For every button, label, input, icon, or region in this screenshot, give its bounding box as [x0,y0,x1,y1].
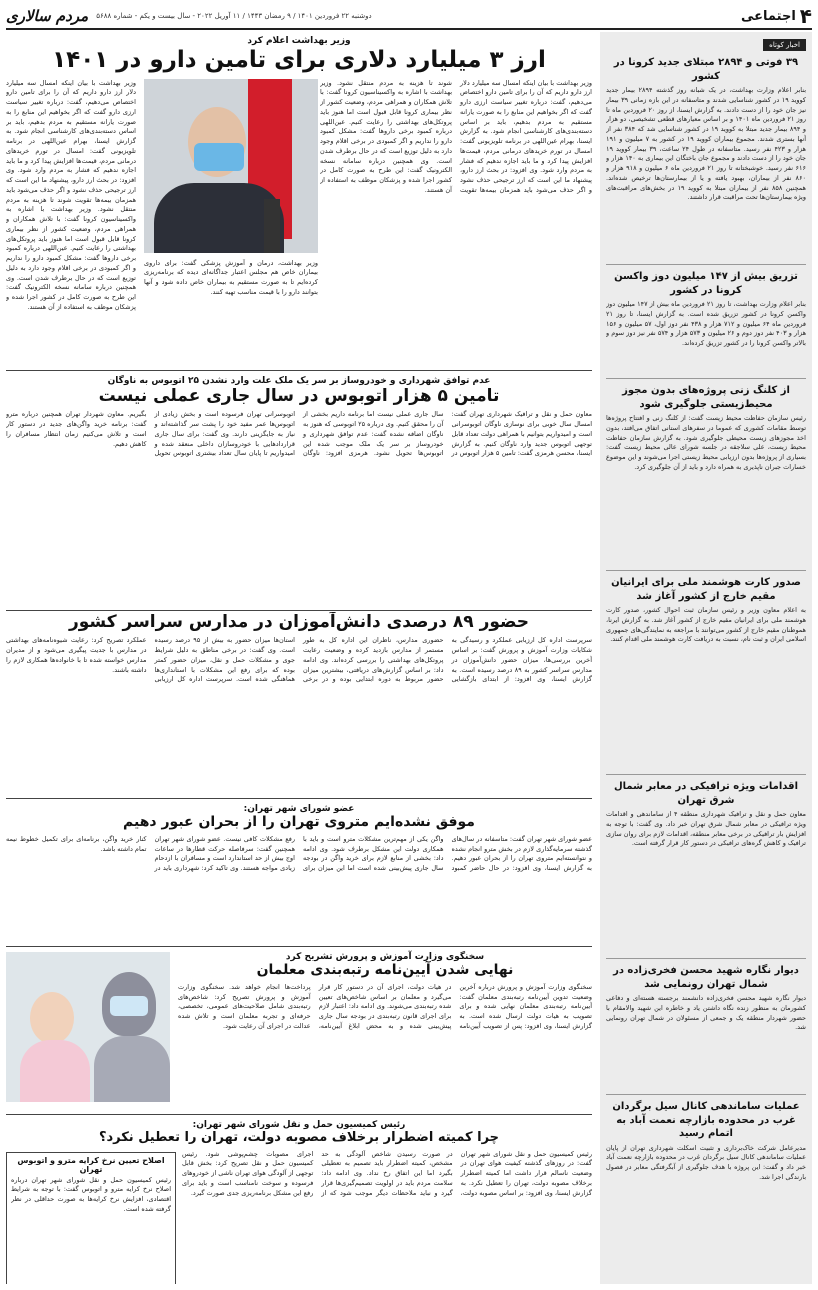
brief-body: دیوار نگاره شهید محسن فخری‌زاده دانشمند برجسته هسته‌ای و دفاعی کشورمان به منظور زنده نگاه داشتن یاد و خاطره این شهید والامقام با حضور شهردار منطقه یک و جمعی از مسئولان در شمال تهران رونمایی شد. [606,994,806,1032]
brief-title: ۳۹ فوتی و ۲۸۹۴ مبتلای جدید کرونا در کشور [613,57,799,82]
microphone-shape [264,199,280,253]
bus-body: معاون حمل و نقل و ترافیک شهرداری تهران گفت: امسال سال خوبی برای نوسازی ناوگان اتوبوسرانی است و امیدواریم بتوانیم با همراهی دولت تعداد قابل توجهی اتوبوس جدید وارد ناوگان کنیم. به گزارش ایسنا، محسن هرمزی گفت: تامین ۵ هزار اتوبوس در سال جاری عملی نیست اما برنامه داریم بخشی از آن را محقق کنیم. وی درباره ۲۵ اتوبوسی که هنوز به ناوگان اضافه نشده گفت: عدم توافق شهرداری و خودروساز بر سر یک ملک موجب شده این اتوبوس‌ها تحویل نشود. هرمزی افزود: ناوگان اتوبوسرانی تهران فرسوده است و بخش زیادی از اتوبوس‌ها عمر مفید خود را پشت سر گذاشته‌اند و نیاز به جایگزینی دارند. وی گفت: برای سال جاری قراردادهایی با خودروسازان داخلی منعقد شده و امیدواریم تا پایان سال تعداد بیشتری اتوبوس تحویل بگیریم. معاون شهردار تهران همچنین درباره مترو گفت: برنامه خرید واگن‌های جدید در دستور کار است و تلاش می‌کنیم زمان انتظار مسافران را کاهش دهیم. [6,410,592,458]
teachers-article [6,948,592,1108]
fare-box-body: رئیس کمیسیون حمل و نقل شورای شهر تهران درباره اصلاح نرخ کرایه مترو و اتوبوس گفت: با توجه به شرایط اقتصادی، افزایش نرخ کرایه‌ها به صورت حداقلی در نظر گرفته شده است. [11,1175,171,1213]
divider [6,798,592,799]
brief-item [606,379,806,565]
brief-title: دیوار نگاره شهید محسن فخری‌زاده در شمال تهران رونمایی شد [613,965,799,990]
council-body: عضو شورای شهر تهران گفت: متاسفانه در سال‌های گذشته سرمایه‌گذاری لازم در بخش مترو انجام نشده و نتوانسته‌ایم متروی تهران را از بحران عبور دهیم. به گزارش ایسنا، وی افزود: در حال حاضر کمبود واگن یکی از مهم‌ترین مشکلات مترو است و باید با همکاری دولت این مشکل برطرف شود. وی ادامه داد: بخشی از منابع لازم برای خرید واگن در بودجه سال جاری پیش‌بینی شده است اما این میزان برای رفع مشکلات کافی نیست. عضو شورای شهر تهران همچنین گفت: سرفاصله حرکت قطارها در ساعات اوج بیش از حد استاندارد است و مسافران با ازدحام زیادی مواجه هستند. وی تاکید کرد: شهرداری باید در کنار خرید واگن، برنامه‌ای برای تکمیل خطوط نیمه تمام داشته باشد. [6,834,592,873]
bus-headline: تامین ۵ هزار اتوبوس در سال جاری عملی نیست [98,386,500,406]
divider [6,1114,592,1115]
brief-body: معاون حمل و نقل و ترافیک شهرداری منطقه ۴ از ساماندهی و اقدامات ویژه ترافیکی در معابر شمال شرق تهران خبر داد. وی گفت: با توجه به افزایش بار ترافیکی در برخی معابر منطقه، اقدامات لازم برای روان سازی ترافیک و کاهش گره‌های ترافیکی در دستور کار قرار گرفته است. [606,810,806,848]
brief-body: بنابر اعلام وزارت بهداشت، تا روز ۲۱ فروردین ماه بیش از ۱۴۷ میلیون دوز واکسن کرونا در کشور تزریق شده است. به گزارش ایسنا، تا روز ۲۱ فروردین ماه ۶۴ میلیون و ۷۱۲ هزار و ۴۳۸ نفر دوز اول، ۵۷ میلیون و ۱۵۶ هزار و ۴۰۳ نفر دوز دوم و ۲۶ میلیون و ۵۷۳ هزار و ۵۷۴ نفر نیز دوز سوم و بالاتر واکسن کرونا را در کشور تزریق کرده‌اند. [606,300,806,347]
brief-item [606,959,806,1089]
council-headline: موفق نشده‌ایم متروی تهران را از بحران عبور دهیم [123,814,475,830]
main-content [6,32,592,1284]
teachers-kicker: سخنگوی وزارت آموزش و پرورش تشریح کرد [285,952,485,962]
brief-item [606,51,806,259]
teacher-body-shape [94,1036,170,1102]
divider [6,370,592,371]
transport-body: رئیس کمیسیون حمل و نقل شورای شهر تهران گفت: در روزهای گذشته کیفیت هوای تهران در وضعیت ناسالم قرار داشت اما کمیته اضطرار برخلاف مصوبه دولت، تهران را تعطیل نکرد. به گزارش ایسنا، وی افزود: بر اساس مصوبه دولت، در صورت رسیدن شاخص آلودگی به حد مشخص، کمیته اضطرار باید تصمیم به تعطیلی بگیرد اما این اتفاق رخ نداد. وی ادامه داد: سلامت مردم باید در اولویت تصمیم‌گیری‌ها قرار گیرد و نباید ملاحظات دیگر موجب شود که از اجرای مصوبات چشم‌پوشی شود. رئیس کمیسیون حمل و نقل تصریح کرد: بخش قابل توجهی از آلودگی هوای تهران ناشی از خودروهای فرسوده و سوخت نامناسب است و باید برای رفع این مشکل برنامه‌ریزی جدی صورت گیرد. [182,1149,592,1197]
news-briefs-sidebar [600,32,812,1284]
schools-headline: حضور ۸۹ درصدی دانش‌آموزان در مدارس سراسر کشور [68,612,530,632]
schools-article [6,612,592,792]
divider [6,946,592,947]
schools-body: سرپرست اداره کل ارزیابی عملکرد و رسیدگی به شکایات وزارت آموزش و پرورش گفت: بر اساس آخرین بررسی‌ها، میزان حضور دانش‌آموزان در مدارس سراسر کشور به ۸۹ درصد رسیده است. به گزارش ایسنا، وی افزود: از ابتدای بازگشایی حضوری مدارس، ناظران این اداره کل به طور مستمر از مدارس بازدید کرده و وضعیت رعایت پروتکل‌های بهداشتی را بررسی کرده‌اند. وی ادامه داد: بر اساس گزارش‌های دریافتی، بیشترین میزان حضور مربوط به دوره ابتدایی بوده و در برخی استان‌ها میزان حضور به بیش از ۹۵ درصد رسیده است. وی گفت: در برخی مناطق به دلیل شرایط جوی و مشکلات حمل و نقل، میزان حضور کمتر بوده که برای رفع این مشکلات با استانداری‌ها هماهنگی شده است. سرپرست اداره کل ارزیابی عملکرد تصریح کرد: رعایت شیوه‌نامه‌های بهداشتی در مدارس با جدیت پیگیری می‌شود و از مدیران مدارس خواسته شده تا با خانواده‌ها همکاری لازم را داشته باشند. [6,636,592,684]
sidebar-label: اخبار کوتاه [763,39,806,51]
brief-item [606,775,806,953]
brief-title: تزریق بیش از ۱۴۷ میلیون دوز واکسن کرونا در کشور [614,271,798,296]
brief-title: صدور کارت هوشمند ملی برای ایرانیان مقیم خارج از کشور آغاز شد [611,577,801,602]
bus-article [6,372,592,602]
council-article [6,800,592,940]
bus-kicker: عدم توافق شهرداری و خودروساز بر سر یک ملک علت وارد نشدن ۲۵ اتوبوس به ناوگان [107,376,491,386]
section-header [741,4,812,28]
teachers-headline: نهایی شدن آیین‌نامه رتبه‌بندی معلمان [256,962,514,978]
masthead [6,4,812,30]
brief-body: رئیس سازمان حفاظت محیط زیست گفت: از کلنگ زنی و افتتاح پروژه‌ها توسط مقامات کشوری که عموما در سفرهای استانی اتفاق می‌افتد، بدون اخذ مجوزهای زیست محیطی جلوگیری شود. به گزارش سازمان حفاظت محیط زیست، علی سلاجقه در جلسه شورای عالی محیط زیست گفت: بسیاری از پروژه‌ها بدون ارزیابی محیط زیستی اجرا می‌شوند و این موضوع خسارات جبران ناپذیری به همراه دارد و باید از آن جلوگیری کرد. [606,414,806,471]
divider [6,610,592,611]
transport-article [6,1116,592,1284]
lead-body: وزیر بهداشت با بیان اینکه امسال سه میلیارد دلار ارز دارو داریم که آن را برای تامین دارو اختصاص می‌دهیم، گفت: درباره تغییر سیاست ارزی دارو گفت که اگر بخواهیم این منابع را به صورت یارانه مستقیم به مردم بدهیم، باید بر اساس دسته‌بندی‌های کارشناسی انجام شود. به گزارش ایسنا، بهرام عین‌اللهی در برنامه تلویزیونی گفت: امسال در تورم خریدهای درمانی مردم، قیمت‌ها افزایش پیدا کرد و ما باید اجازه ندهیم که فشار به مردم وارد شود. وی افزود: در بحث ارز دارو، پیشنهاد ما این است که ارز ترجیحی حذف نشود و اگر حذف می‌شود باید همزمان بیمه‌ها تقویت شوند تا هزینه به مردم منتقل نشود. وزیر بهداشت با اشاره به واکسیناسیون کرونا گفت: با تلاش همکاران و همراهی مردم، وضعیت کشور از نظر بیماری کرونا قابل قبول است اما هنوز باید پروتکل‌های بهداشتی را رعایت کنیم. عین‌اللهی درباره کمبود برخی داروها گفت: مشکل کمبود دارو را نداریم و اگر کمبودی در برخی اقلام وجود دارد به دلیل توزیع است که در حال برطرف شدن است. وی همچنین درباره سامانه نسخه الکترونیک گفت: این طرح به صورت کامل در کشور اجرا شده و پزشکان موظف به استفاده از آن هستند. [320,78,592,194]
transport-headline: چرا کمیته اضطرار برخلاف مصوبه دولت، تهران را تعطیل نکرد؟ [98,1130,500,1145]
lead-body-continued: وزیر بهداشت با بیان اینکه امسال سه میلیارد دلار ارز دارو داریم که آن را برای تامین دارو اختصاص می‌دهیم، گفت: درباره تغییر سیاست ارزی دارو گفت که اگر بخواهیم این منابع را به صورت یارانه مستقیم به مردم بدهیم، باید بر اساس دسته‌بندی‌های کارشناسی انجام شود. به گزارش ایسنا، بهرام عین‌اللهی در برنامه تلویزیونی گفت: امسال در تورم خریدهای درمانی مردم، قیمت‌ها افزایش پیدا کرد و ما باید اجازه ندهیم که فشار به مردم وارد شود. وی افزود: در بحث ارز دارو، پیشنهاد ما این است که ارز ترجیحی حذف نشود و اگر حذف می‌شود باید همزمان بیمه‌ها تقویت شوند تا هزینه به مردم منتقل نشود. وزیر بهداشت با اشاره به واکسیناسیون کرونا گفت: با تلاش همکاران و همراهی مردم، وضعیت کشور از نظر بیماری کرونا قابل قبول است اما هنوز باید پروتکل‌های بهداشتی را رعایت کنیم. عین‌اللهی درباره کمبود برخی داروها گفت: مشکل کمبود دارو را نداریم و اگر کمبودی در برخی اقلام وجود دارد به دلیل توزیع است که در حال برطرف شدن است. وی همچنین درباره سامانه نسخه الکترونیک گفت: این طرح به صورت کامل در کشور اجرا شده و پزشکان موظف به استفاده از آن هستند. [6,78,136,311]
section-number: ۴ [799,4,812,28]
lead-article [6,32,592,364]
newspaper-logo: مردم سالاری [6,7,89,25]
child-body-shape [20,1040,90,1102]
brief-item [606,265,806,373]
photo-caption: وزیر بهداشت، درمان و آموزش پزشکی گفت: برای داروی بیماران خاص هم مجلس اعتبار جداگانه‌ای دیده که برنامه‌ریزی کرده‌ایم تا به صورت مستقیم به بیماران خاص داده شود و آنها بتوانند دارو را با قیمت مناسب تهیه کنند. [144,258,318,296]
fare-box-title: اصلاح تعیین نرخ کرایه مترو و اتوبوس تهران [17,1155,165,1174]
teachers-body: سخنگوی وزارت آموزش و پرورش درباره آخرین وضعیت تدوین آیین‌نامه رتبه‌بندی معلمان گفت: آیین‌نامه رتبه‌بندی معلمان نهایی شده و برای تصویب به هیات دولت ارسال شده است. به گزارش ایسنا، وی افزود: پس از تصویب آیین‌نامه در هیات دولت، اجرای آن در دستور کار قرار می‌گیرد و معلمان بر اساس شاخص‌های تعیین شده رتبه‌بندی می‌شوند. وی ادامه داد: اعتبار لازم برای اجرای قانون رتبه‌بندی در بودجه سال جاری پیش‌بینی شده و به محض ابلاغ آیین‌نامه، پرداخت‌ها انجام خواهد شد. سخنگوی وزارت آموزش و پرورش تصریح کرد: شاخص‌های رتبه‌بندی شامل صلاحیت‌های عمومی، تخصصی، حرفه‌ای و تجربه معلمان است و تلاش شده عدالت در اجرای آن رعایت شود. [178,982,592,1030]
teacher-mask-shape [110,996,148,1016]
masthead-left [6,7,372,25]
brief-item [606,571,806,769]
section-name: اجتماعی [741,8,796,24]
transport-kicker: رئیس کمیسیون حمل و نقل شورای شهر تهران: [192,1120,406,1130]
brief-body: به اعلام معاون وزیر و رئیس سازمان ثبت احوال کشور، صدور کارت هوشمند ملی برای ایرانیان مقیم خارج از کشور آغاز شد. به گزارش ایرنا، هموطنان مقیم خارج از کشور می‌توانند با مراجعه به نمایندگی‌های جمهوری اسلامی ایران و ثبت نام، نسبت به دریافت کارت هوشمند ملی اقدام کنند. [606,606,806,644]
date-line: دوشنبه ۲۲ فروردین ۱۴۰۱ / ۹ رمضان ۱۴۴۳ / ۱۱ آوریل ۲۰۲۲ - سال بیست و یکم - شماره ۵۶۸۸ [96,12,372,20]
brief-title: اقدامات ویژه ترافیکی در معابر شمال شرق تهران [613,781,799,806]
brief-body: بنابر اعلام وزارت بهداشت، در یک شبانه روز گذشته ۲۸۹۴ بیمار جدید کووید ۱۹ در کشور شناسایی شدند و متاسفانه در این بازه زمانی ۳۹ بیمار نیز جان خود را از دست دادند. به گزارش ایسنا، از روز ۲۰ فروردین ماه تا روز ۲۱ فروردین ماه ۱۴۰۱ و بر اساس معیارهای قطعی تشخیصی، دو هزار و ۸۹۴ بیمار جدید مبتلا به کووید ۱۹ در کشور شناسایی شد که ۳۸۴ نفر از آنها بستری شدند. مجموع بیماران کووید ۱۹ در کشور به ۷ میلیون و ۱۹۱ هزار و ۴۲۳ نفر رسید. متاسفانه در طول ۲۴ ساعت، ۳۹ بیمار کووید ۱۹ جان خود را از دست دادند و مجموع جان باختگان این بیماری به ۱۴۰ هزار و ۶۱۶ نفر رسید. خوشبختانه تا روز ۲۱ فروردین ماه ۶ میلیون و ۹۱۸ هزار و ۸۶۰ نفر از بیماران، بهبود یافته و یا از بیمارستان‌ها ترخیص شده‌اند. همچنین ۸۵۸ نفر از بیماران مبتلا به کووید ۱۹ در بخش‌های مراقبت‌های ویژه بیمارستان‌ها تحت مراقبت قرار داشتند. [606,86,806,202]
mask-shape [194,143,244,171]
brief-title: از کلنگ زنی پروژه‌های بدون مجوز محیط‌زیستی جلوگیری شود [622,385,790,410]
lead-kicker: وزیر بهداشت اعلام کرد [247,36,351,46]
council-kicker: عضو شورای شهر تهران: [243,804,355,814]
lead-headline: ارز ۳ میلیارد دلاری برای تامین دارو در ۱۴۰۱ [52,47,546,73]
child-face-shape [30,992,74,1044]
fare-box [6,1152,176,1284]
brief-body: مدیرعامل شرکت خاک‌برداری و تثبیت اسکلت شهرداری تهران از پایان عملیات ساماندهی کانال سیل برگردان غرب در محدوده بازارچه نعمت آباد خبر داد و گفت: این پروژه با هدف جلوگیری از آبگرفتگی معابر در فصول بارندگی اجرا شد. [606,1143,806,1181]
brief-title: عملیات ساماندهی کانال سیل برگردان غرب در محدوده بازارچه نعمت آباد به اتمام رسید [612,1101,800,1139]
brief-item [606,1095,806,1284]
classroom-photo [6,952,170,1102]
minister-photo [144,79,318,253]
